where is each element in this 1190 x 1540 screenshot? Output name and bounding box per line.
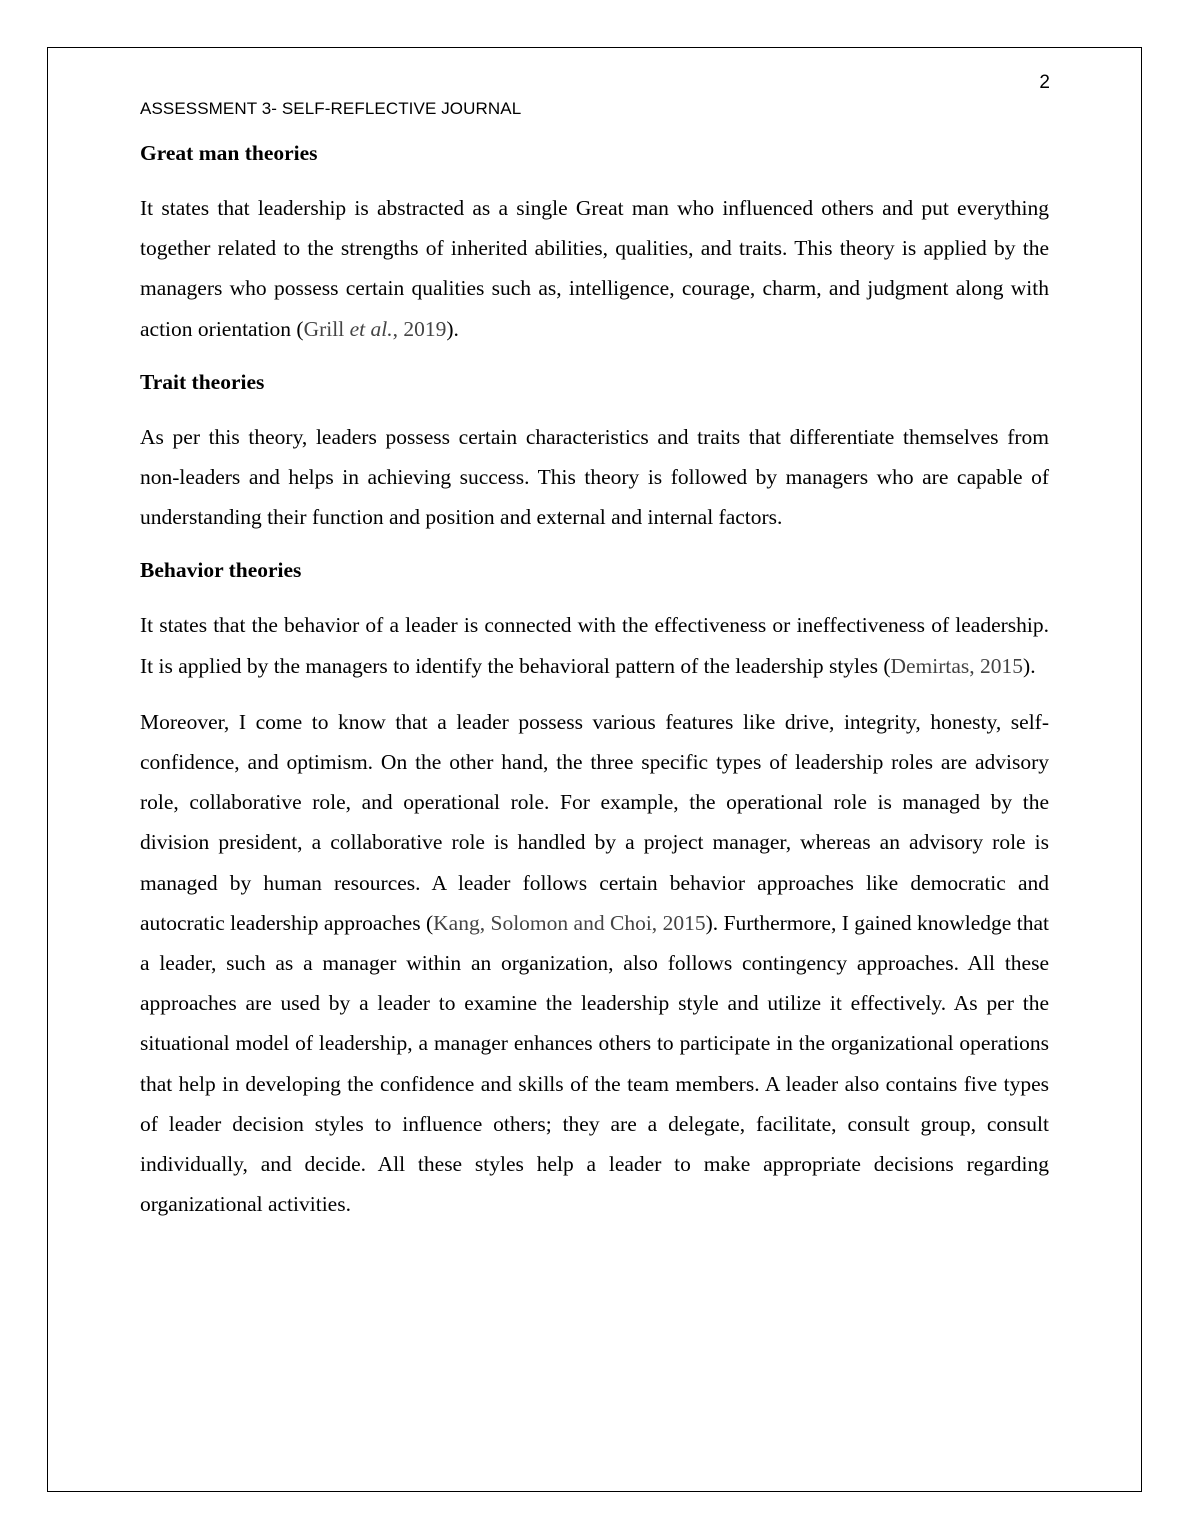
running-header: ASSESSMENT 3- SELF-REFLECTIVE JOURNAL	[140, 99, 522, 118]
paragraph-reflection	[140, 702, 1049, 1225]
citation-grill-year: , 2019	[392, 316, 447, 341]
paragraph-behavior-text: It states that the behavior of a leader is connected with the effectiveness or ineffectiveness of leadership. It is applied by the managers to identify the behavioral pattern of the leadership styles (	[140, 613, 1049, 678]
paragraph-behavior	[140, 605, 1049, 685]
paragraph-great-man-end: ).	[446, 316, 459, 341]
paragraph-great-man-text: It states that leadership is abstracted as a single Great man who influenced others and put everything together related to the strengths of inherited abilities, qualities, and traits. This theory is applied by the managers who possess certain qualities such as, intelligence, courage, charm, and judgment along with action orientation (	[140, 196, 1049, 341]
paragraph-reflection-start: Moreover, I come to know that a leader possess various features like drive, integrity, honesty, self-confidence, and optimism. On the other hand, the three specific types of leadership roles are advisory role, collaborative role, and operational role. For example, the operational role is managed by the division president, a collaborative role is handled by a project manager, whereas an advisory role is managed by human resources. A leader follows certain behavior approaches like democratic and autocratic leadership approaches (	[140, 709, 1049, 935]
heading-behavior-theories: Behavior theories	[140, 558, 302, 583]
citation-demirtas: Demirtas, 2015	[890, 653, 1024, 678]
citation-grill-author: Grill	[303, 316, 350, 341]
page-number: 2	[1039, 72, 1050, 93]
paragraph-behavior-end: ).	[1023, 653, 1036, 678]
document-body	[140, 136, 1049, 1240]
paragraph-reflection-end: ). Furthermore, I gained knowledge that a leader, such as a manager within an organization, also follows contingency approaches. All these approaches are used by a leader to examine the leadership style and utilize it effectively. As per the situational model of leadership, a manager enhances others to participate in the organizational operations that help in developing the confidence and skills of the team members. A leader also contains five types of leader decision styles to influence others; they are a delegate, facilitate, consult group, consult individually, and decide. All these styles help a leader to make appropriate decisions regarding organizational activities.	[140, 910, 1049, 1217]
citation-grill	[304, 317, 447, 341]
heading-great-man-theories: Great man theories	[140, 141, 318, 165]
heading-trait-theories: Trait theories	[140, 369, 265, 394]
citation-kang: Kang, Solomon and Choi, 2015	[433, 910, 706, 935]
paragraph-great-man	[140, 188, 1049, 349]
paragraph-trait: As per this theory, leaders possess certain characteristics and traits that differentiate themselves from non-leaders and helps in achieving success. This theory is followed by managers who are capable of understanding their function and position and external and internal factors.	[140, 424, 1049, 530]
citation-grill-etal: et al.	[349, 316, 393, 341]
